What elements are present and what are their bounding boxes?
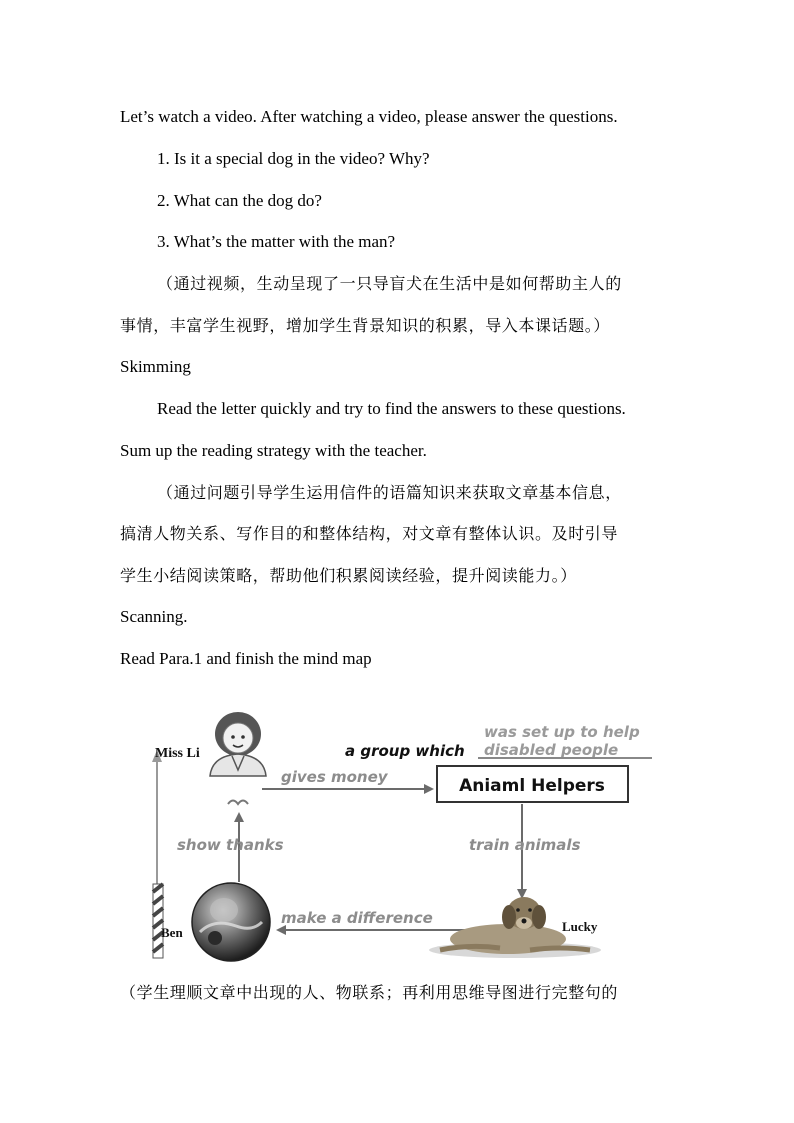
animal-helpers-label: Aniaml Helpers xyxy=(459,776,605,796)
miss-li-label: Miss Li xyxy=(155,746,200,761)
set-up-line2: disabled people xyxy=(484,741,619,759)
ben-figure xyxy=(192,883,270,961)
skimming-note-line3: 学生小结阅读策略，帮助他们积累阅读经验，提升阅读能力。） xyxy=(120,566,577,585)
ben-label: Ben xyxy=(161,925,183,940)
question-3: 3. What’s the matter with the man? xyxy=(157,232,396,251)
lucky-label: Lucky xyxy=(562,919,598,934)
intro-note-line1: （通过视频，生动呈现了一只导盲犬在生活中是如何帮助主人的 xyxy=(157,274,622,293)
set-up-line1: was set up to help xyxy=(484,723,640,741)
gives-money-label: gives money xyxy=(281,768,388,786)
group-which-label: a group which xyxy=(345,742,465,760)
make-difference-label: make a difference xyxy=(281,909,433,927)
scanning-instruction: Read Para.1 and finish the mind map xyxy=(120,649,372,668)
skimming-text-line1: Read the letter quickly and try to find the answers to these questions. xyxy=(157,399,626,418)
footer-note: （学生理顺文章中出现的人、物联系；再利用思维导图进行完整句的 xyxy=(120,983,619,1002)
skimming-note-line1: （通过问题引导学生运用信件的语篇知识来获取文章基本信息， xyxy=(157,483,622,502)
left-connector xyxy=(152,750,162,885)
scanning-heading: Scanning. xyxy=(120,607,188,626)
miss-li-figure xyxy=(210,712,266,776)
train-animals-label: train animals xyxy=(469,836,581,854)
animal-helpers-box xyxy=(437,766,628,802)
intro-note-line2: 事情，丰富学生视野，增加学生背景知识的积累，导入本课话题。） xyxy=(120,316,611,335)
show-thanks-label: show thanks xyxy=(177,836,284,854)
striped-post xyxy=(153,884,163,958)
skimming-note-line2: 搞清人物关系、写作目的和整体结构，对文章有整体认识。及时引导 xyxy=(120,524,619,543)
video-instruction: Let’s watch a video. After watching a video, please answer the questions. xyxy=(120,107,618,126)
skimming-heading: Skimming xyxy=(120,357,191,376)
squiggle-mark xyxy=(228,801,248,805)
mind-map xyxy=(0,700,794,965)
skimming-text-line2: Sum up the reading strategy with the teacher. xyxy=(120,441,427,460)
question-1: 1. Is it a special dog in the video? Why? xyxy=(157,149,430,168)
question-2: 2. What can the dog do? xyxy=(157,191,322,210)
